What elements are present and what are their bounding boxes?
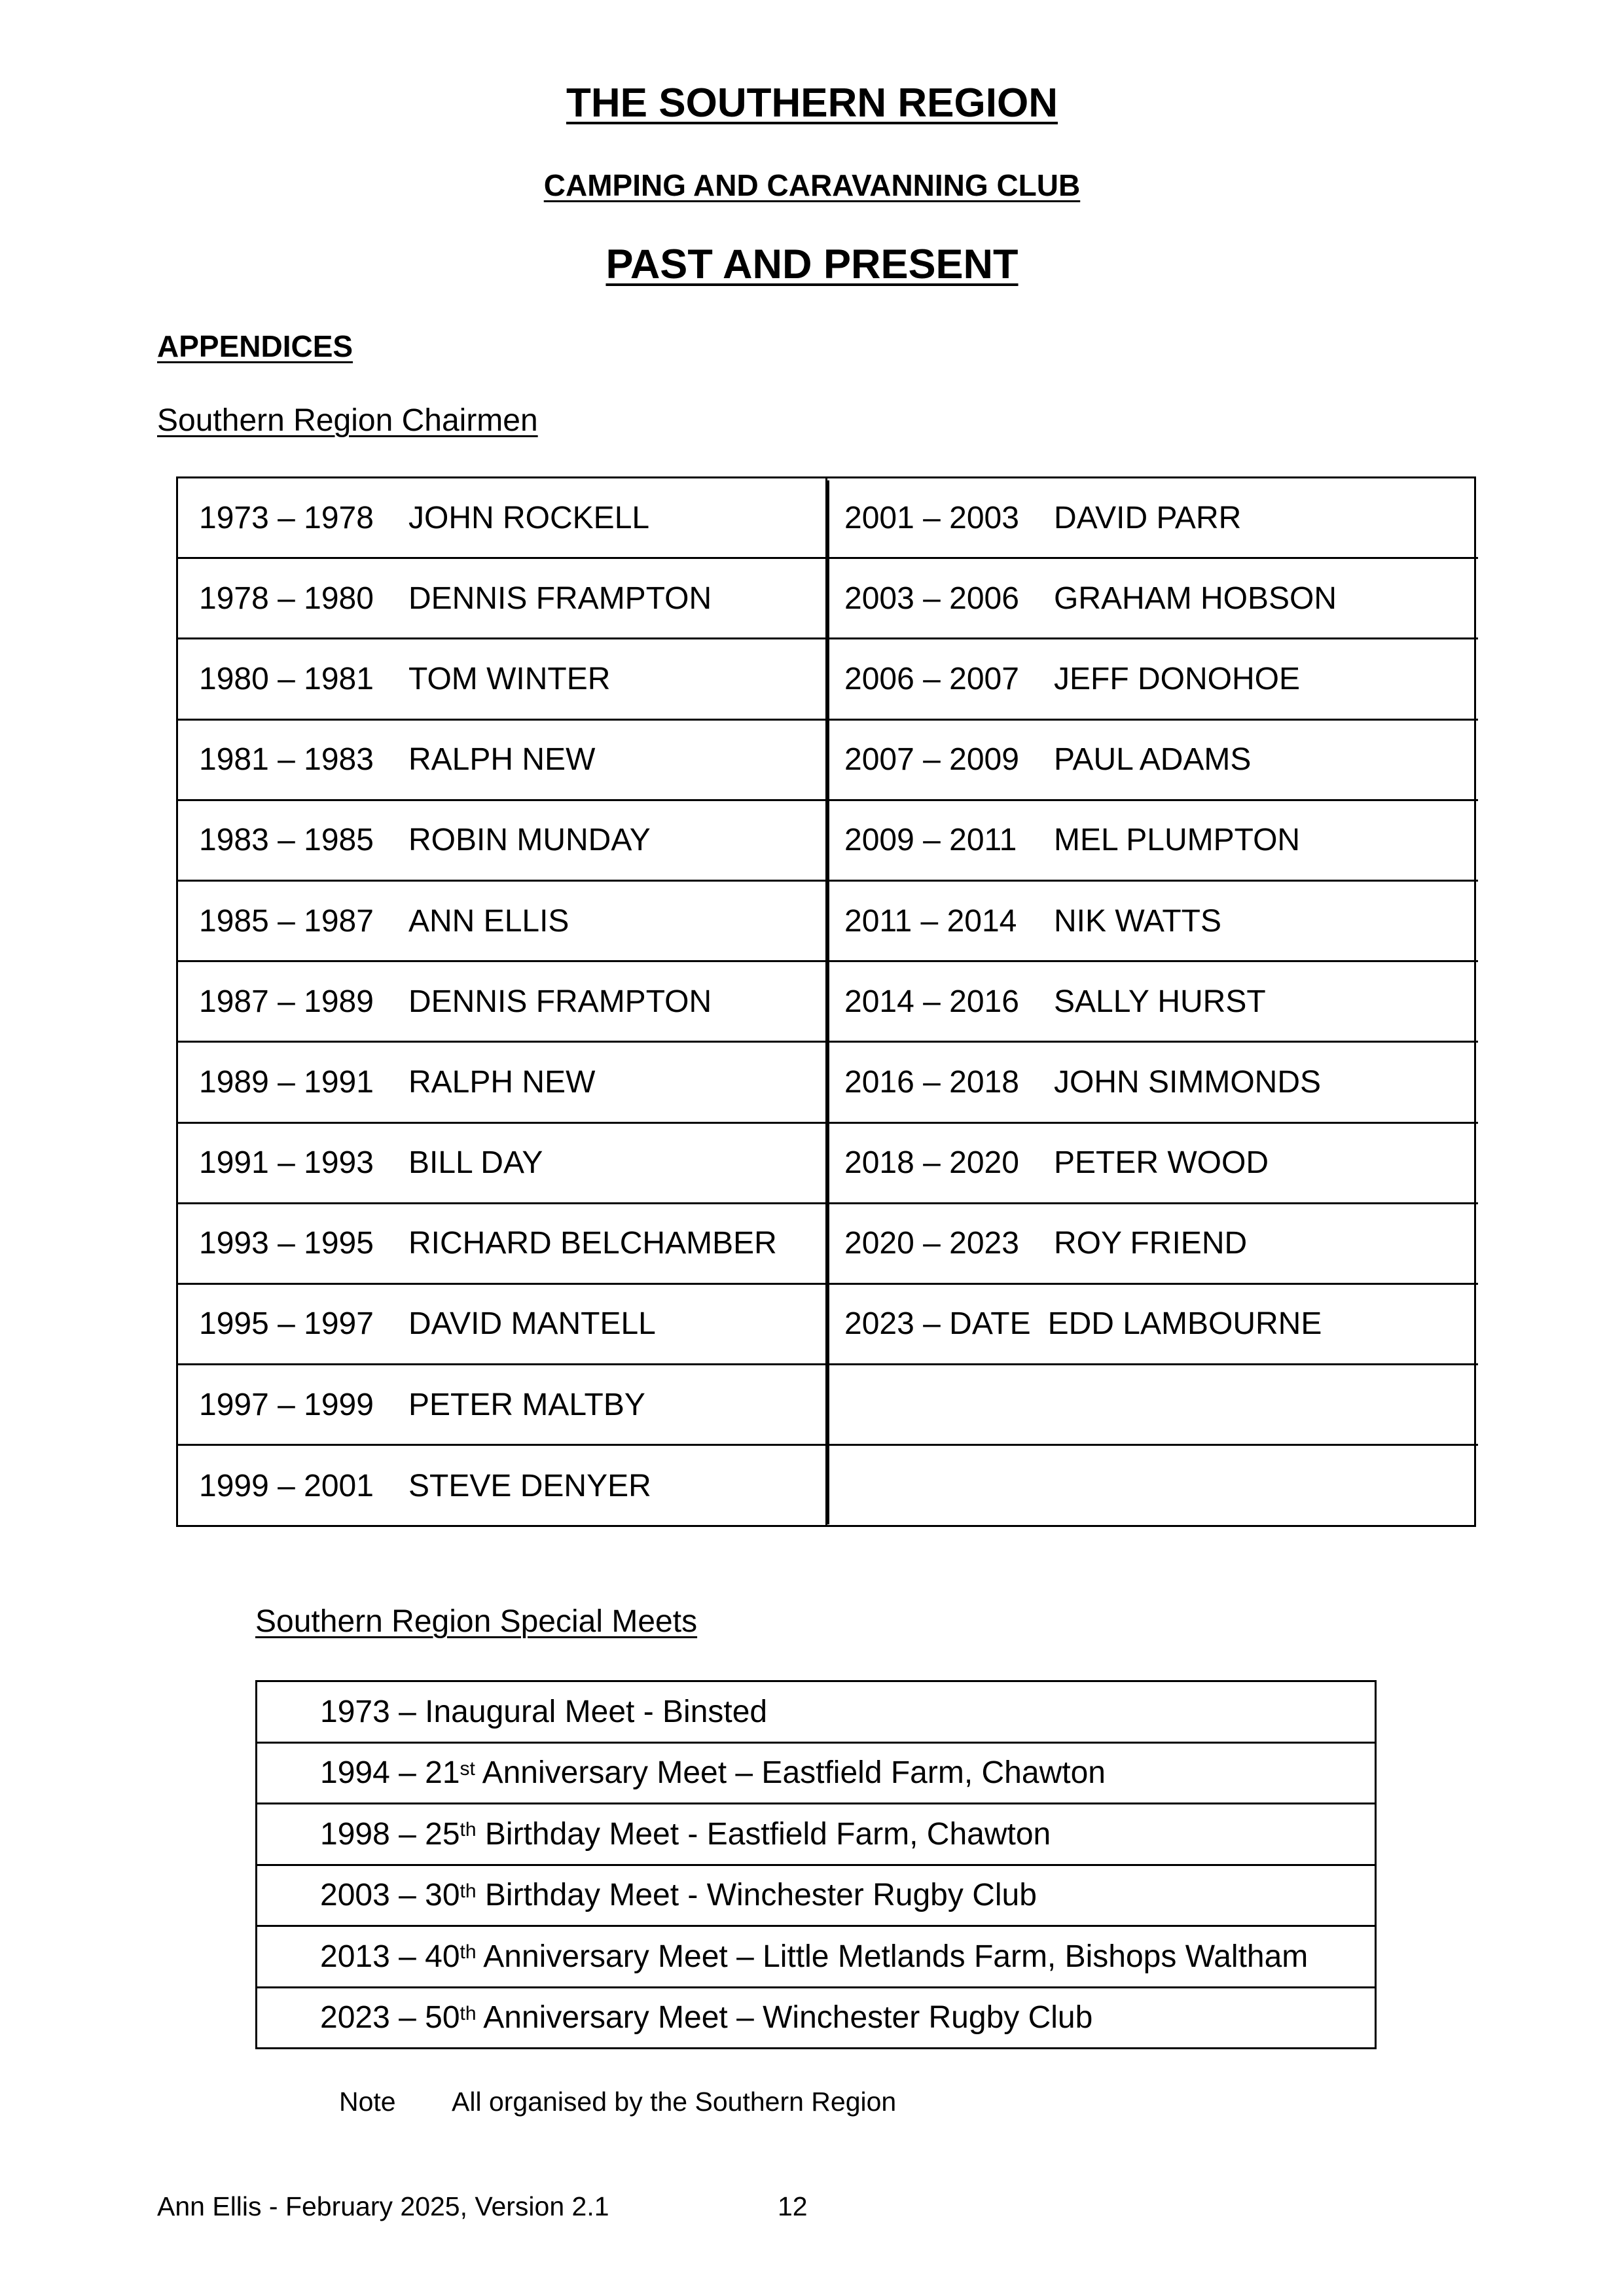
chairman-years: 2023 – DATE [844,1306,1031,1342]
chairman-cell [178,721,825,801]
chairman-years: 2020 – 2023 [844,1226,1019,1261]
meet-text-rest: Anniversary Meet – Little Metlands Farm, Bishops Waltham [476,1939,1308,1974]
chairmen-column-left [178,478,827,1526]
chairman-name: MEL PLUMPTON [1054,823,1301,858]
chairman-name: RICHARD BELCHAMBER [408,1226,777,1261]
meet-text: 2023 – 50 [320,2000,460,2036]
chairman-name: PETER MALTBY [408,1387,645,1422]
meet-text-rest: Anniversary Meet – Winchester Rugby Club [476,2000,1093,2036]
meet-text: 2013 – 40 [320,1939,460,1974]
meet-text: 1973 – Inaugural Meet - Binsted [320,1694,768,1729]
meet-row [257,1927,1375,1988]
chairman-cell-empty [827,1446,1478,1526]
chairmen-column-right [827,478,1478,1526]
chairman-years: 1991 – 1993 [199,1145,374,1181]
meet-row [257,1744,1375,1805]
chairman-name: TOM WINTER [408,661,611,696]
document-title-secondary: PAST AND PRESENT [605,242,1019,287]
chairman-cell [178,801,825,882]
meet-text: 1994 – 21 [320,1755,460,1791]
chairman-cell [178,639,825,720]
chairman-cell [178,962,825,1043]
special-meets-heading: Southern Region Special Meets [255,1604,698,1639]
chairman-name: DENNIS FRAMPTON [408,984,712,1019]
meet-text-rest: Anniversary Meet – Eastfield Farm, Chawton [475,1755,1106,1791]
chairman-name: EDD LAMBOURNE [1047,1306,1322,1342]
section-heading-appendices: APPENDICES [157,329,353,363]
chairman-cell [178,1446,825,1526]
chairman-name: ANN ELLIS [408,903,569,939]
chairmen-heading: Southern Region Chairmen [157,403,538,438]
chairman-cell [178,559,825,639]
chairman-cell [827,1285,1478,1365]
chairmen-table [176,476,1476,1527]
meet-ordinal-suffix: st [460,1757,475,1780]
chairman-name: ROBIN MUNDAY [408,823,651,858]
chairman-years: 1995 – 1997 [199,1306,374,1342]
chairman-cell [827,559,1478,639]
meet-row [257,1804,1375,1866]
meet-row [257,1988,1375,2048]
special-meets-table [255,1680,1377,2049]
meet-row [257,1866,1375,1928]
chairman-cell [178,1124,825,1204]
document-subtitle: CAMPING AND CARAVANNING CLUB [543,168,1081,202]
meet-row [257,1682,1375,1744]
chairman-cell [827,1124,1478,1204]
chairman-cell [827,1204,1478,1285]
chairman-name: JOHN ROCKELL [408,500,650,535]
chairman-years: 2007 – 2009 [844,742,1019,778]
chairman-cell [178,1365,825,1446]
chairman-name: DENNIS FRAMPTON [408,581,712,616]
note-label: Note [339,2087,396,2117]
chairman-name: STEVE DENYER [408,1469,651,1504]
chairman-years: 2001 – 2003 [844,500,1019,535]
meet-ordinal-suffix: th [460,2002,477,2024]
chairman-name: DAVID MANTELL [408,1306,656,1342]
chairman-cell [178,882,825,962]
chairman-cell [178,478,825,559]
chairman-name: RALPH NEW [408,1064,596,1100]
chairman-years: 1978 – 1980 [199,581,374,616]
chairman-years: 2018 – 2020 [844,1145,1019,1181]
chairman-cell [178,1204,825,1285]
chairman-years: 1980 – 1981 [199,661,374,696]
chairman-name: PETER WOOD [1054,1145,1269,1181]
chairman-cell [827,801,1478,882]
meet-ordinal-suffix: th [460,1819,477,1841]
document-title: THE SOUTHERN REGION [566,81,1058,126]
meet-ordinal-suffix: th [460,1880,477,1902]
chairman-name: NIK WATTS [1054,903,1221,939]
chairman-cell [827,882,1478,962]
chairman-years: 1997 – 1999 [199,1387,374,1422]
note-text: All organised by the Southern Region [452,2087,897,2117]
chairman-years: 1973 – 1978 [199,500,374,535]
meet-text-rest: Birthday Meet - Eastfield Farm, Chawton [476,1816,1051,1852]
chairman-years: 1989 – 1991 [199,1064,374,1100]
chairman-name: DAVID PARR [1054,500,1242,535]
chairman-cell [178,1043,825,1123]
chairman-name: JEFF DONOHOE [1054,661,1301,696]
chairman-years: 1987 – 1989 [199,984,374,1019]
chairman-cell-empty [827,1365,1478,1446]
meet-text: 1998 – 25 [320,1816,460,1852]
page-number: 12 [778,2191,808,2221]
chairman-years: 1981 – 1983 [199,742,374,778]
chairman-years: 2016 – 2018 [844,1064,1019,1100]
chairman-cell [827,478,1478,559]
chairman-cell [827,721,1478,801]
chairman-name: JOHN SIMMONDS [1054,1064,1321,1100]
footer-author-version: Ann Ellis - February 2025, Version 2.1 [157,2191,609,2221]
chairman-name: BILL DAY [408,1145,543,1181]
meet-text: 2003 – 30 [320,1878,460,1913]
chairman-name: PAUL ADAMS [1054,742,1252,778]
chairman-cell [827,1043,1478,1123]
chairman-name: ROY FRIEND [1054,1226,1248,1261]
chairman-years: 1983 – 1985 [199,823,374,858]
chairman-cell [827,962,1478,1043]
chairman-years: 1993 – 1995 [199,1226,374,1261]
chairman-cell [827,639,1478,720]
chairman-name: SALLY HURST [1054,984,1266,1019]
meet-ordinal-suffix: th [460,1941,477,1964]
chairman-years: 1985 – 1987 [199,903,374,939]
chairman-years: 2011 – 2014 [844,903,1017,939]
chairman-name: RALPH NEW [408,742,596,778]
chairman-years: 2014 – 2016 [844,984,1019,1019]
chairman-years: 2006 – 2007 [844,661,1019,696]
chairman-years: 2009 – 2011 [844,823,1017,858]
chairman-years: 1999 – 2001 [199,1469,374,1504]
meet-text-rest: Birthday Meet - Winchester Rugby Club [476,1878,1037,1913]
chairman-cell [178,1285,825,1365]
chairman-years: 2003 – 2006 [844,581,1019,616]
chairman-name: GRAHAM HOBSON [1054,581,1337,616]
